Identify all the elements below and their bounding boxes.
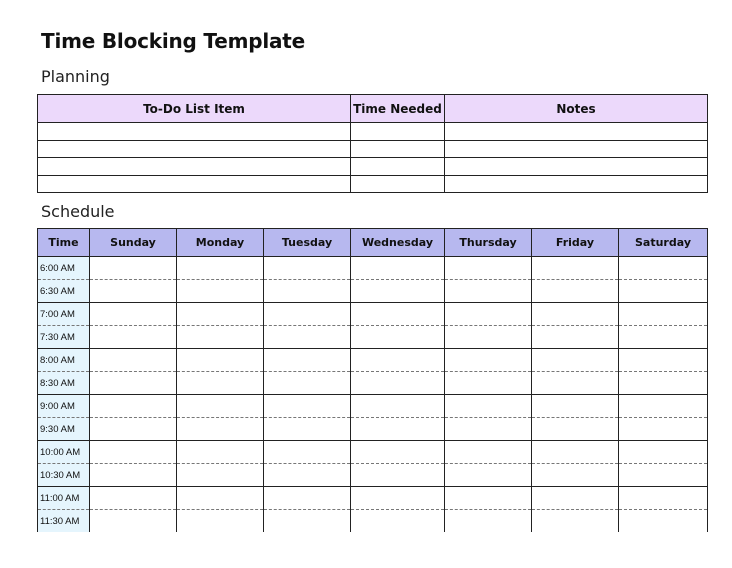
header-sunday: Sunday — [90, 229, 177, 257]
time-needed-cell[interactable] — [351, 140, 445, 158]
monday-slot-cell[interactable] — [177, 441, 264, 464]
wednesday-slot-cell[interactable] — [351, 464, 445, 487]
thursday-slot-cell[interactable] — [445, 257, 532, 280]
time-slot-label: 6:00 AM — [38, 257, 90, 280]
friday-slot-cell[interactable] — [532, 395, 619, 418]
saturday-slot-cell[interactable] — [619, 441, 708, 464]
thursday-slot-cell[interactable] — [445, 326, 532, 349]
header-time: Time — [38, 229, 90, 257]
header-wednesday: Wednesday — [351, 229, 445, 257]
planning-table — [37, 94, 708, 193]
schedule-row — [38, 280, 708, 303]
planning-header-row — [38, 95, 708, 123]
friday-slot-cell[interactable] — [532, 418, 619, 441]
todo-item-cell[interactable] — [38, 140, 351, 158]
wednesday-slot-cell[interactable] — [351, 418, 445, 441]
time-slot-label: 9:00 AM — [38, 395, 90, 418]
sunday-slot-cell[interactable] — [90, 395, 177, 418]
friday-slot-cell[interactable] — [532, 326, 619, 349]
header-time-needed: Time Needed — [351, 95, 445, 123]
monday-slot-cell[interactable] — [177, 349, 264, 372]
friday-slot-cell[interactable] — [532, 441, 619, 464]
monday-slot-cell[interactable] — [177, 464, 264, 487]
sunday-slot-cell[interactable] — [90, 257, 177, 280]
time-needed-cell[interactable] — [351, 158, 445, 176]
wednesday-slot-cell[interactable] — [351, 487, 445, 510]
wednesday-slot-cell[interactable] — [351, 510, 445, 533]
notes-cell[interactable] — [445, 158, 708, 176]
friday-slot-cell[interactable] — [532, 349, 619, 372]
sunday-slot-cell[interactable] — [90, 487, 177, 510]
monday-slot-cell[interactable] — [177, 257, 264, 280]
friday-slot-cell[interactable] — [532, 464, 619, 487]
tuesday-slot-cell[interactable] — [264, 441, 351, 464]
saturday-slot-cell[interactable] — [619, 326, 708, 349]
schedule-header-row — [38, 229, 708, 257]
schedule-table — [37, 228, 708, 532]
time-needed-cell[interactable] — [351, 175, 445, 193]
monday-slot-cell[interactable] — [177, 280, 264, 303]
thursday-slot-cell[interactable] — [445, 349, 532, 372]
tuesday-slot-cell[interactable] — [264, 326, 351, 349]
monday-slot-cell[interactable] — [177, 487, 264, 510]
sunday-slot-cell[interactable] — [90, 326, 177, 349]
schedule-row — [38, 487, 708, 510]
sunday-slot-cell[interactable] — [90, 372, 177, 395]
saturday-slot-cell[interactable] — [619, 257, 708, 280]
schedule-row — [38, 441, 708, 464]
saturday-slot-cell[interactable] — [619, 349, 708, 372]
saturday-slot-cell[interactable] — [619, 418, 708, 441]
monday-slot-cell[interactable] — [177, 326, 264, 349]
tuesday-slot-cell[interactable] — [264, 372, 351, 395]
wednesday-slot-cell[interactable] — [351, 280, 445, 303]
tuesday-slot-cell[interactable] — [264, 257, 351, 280]
time-slot-label: 10:30 AM — [38, 464, 90, 487]
tuesday-slot-cell[interactable] — [264, 418, 351, 441]
sunday-slot-cell[interactable] — [90, 464, 177, 487]
thursday-slot-cell[interactable] — [445, 395, 532, 418]
planning-row — [38, 175, 708, 193]
sunday-slot-cell[interactable] — [90, 441, 177, 464]
monday-slot-cell[interactable] — [177, 418, 264, 441]
thursday-slot-cell[interactable] — [445, 510, 532, 533]
time-slot-label: 7:30 AM — [38, 326, 90, 349]
saturday-slot-cell[interactable] — [619, 303, 708, 326]
header-tuesday: Tuesday — [264, 229, 351, 257]
time-slot-label: 11:30 AM — [38, 510, 90, 533]
wednesday-slot-cell[interactable] — [351, 372, 445, 395]
schedule-row — [38, 303, 708, 326]
time-slot-label: 7:00 AM — [38, 303, 90, 326]
notes-cell[interactable] — [445, 123, 708, 141]
thursday-slot-cell[interactable] — [445, 418, 532, 441]
tuesday-slot-cell[interactable] — [264, 303, 351, 326]
notes-cell[interactable] — [445, 140, 708, 158]
saturday-slot-cell[interactable] — [619, 395, 708, 418]
sunday-slot-cell[interactable] — [90, 303, 177, 326]
page-title: Time Blocking Template — [41, 29, 306, 53]
time-slot-label: 9:30 AM — [38, 418, 90, 441]
todo-item-cell[interactable] — [38, 123, 351, 141]
thursday-slot-cell[interactable] — [445, 280, 532, 303]
schedule-row — [38, 326, 708, 349]
monday-slot-cell[interactable] — [177, 303, 264, 326]
tuesday-slot-cell[interactable] — [264, 349, 351, 372]
wednesday-slot-cell[interactable] — [351, 303, 445, 326]
header-notes: Notes — [445, 95, 708, 123]
schedule-section-label: Schedule — [41, 202, 115, 221]
todo-item-cell[interactable] — [38, 158, 351, 176]
schedule-row — [38, 257, 708, 280]
saturday-slot-cell[interactable] — [619, 280, 708, 303]
wednesday-slot-cell[interactable] — [351, 395, 445, 418]
header-saturday: Saturday — [619, 229, 708, 257]
schedule-row — [38, 395, 708, 418]
saturday-slot-cell[interactable] — [619, 487, 708, 510]
schedule-row — [38, 510, 708, 533]
monday-slot-cell[interactable] — [177, 395, 264, 418]
planning-row — [38, 123, 708, 141]
thursday-slot-cell[interactable] — [445, 464, 532, 487]
saturday-slot-cell[interactable] — [619, 464, 708, 487]
sunday-slot-cell[interactable] — [90, 418, 177, 441]
planning-row — [38, 140, 708, 158]
thursday-slot-cell[interactable] — [445, 441, 532, 464]
monday-slot-cell[interactable] — [177, 510, 264, 533]
thursday-slot-cell[interactable] — [445, 487, 532, 510]
header-friday: Friday — [532, 229, 619, 257]
todo-item-cell[interactable] — [38, 175, 351, 193]
time-needed-cell[interactable] — [351, 123, 445, 141]
schedule-row — [38, 464, 708, 487]
thursday-slot-cell[interactable] — [445, 303, 532, 326]
tuesday-slot-cell[interactable] — [264, 280, 351, 303]
time-slot-label: 8:30 AM — [38, 372, 90, 395]
schedule-row — [38, 372, 708, 395]
friday-slot-cell[interactable] — [532, 280, 619, 303]
header-monday: Monday — [177, 229, 264, 257]
planning-section-label: Planning — [41, 67, 110, 86]
wednesday-slot-cell[interactable] — [351, 441, 445, 464]
time-slot-label: 8:00 AM — [38, 349, 90, 372]
friday-slot-cell[interactable] — [532, 487, 619, 510]
header-todo-item: To-Do List Item — [38, 95, 351, 123]
wednesday-slot-cell[interactable] — [351, 257, 445, 280]
friday-slot-cell[interactable] — [532, 372, 619, 395]
saturday-slot-cell[interactable] — [619, 372, 708, 395]
tuesday-slot-cell[interactable] — [264, 395, 351, 418]
tuesday-slot-cell[interactable] — [264, 487, 351, 510]
time-slot-label: 10:00 AM — [38, 441, 90, 464]
friday-slot-cell[interactable] — [532, 257, 619, 280]
wednesday-slot-cell[interactable] — [351, 326, 445, 349]
time-slot-label: 11:00 AM — [38, 487, 90, 510]
friday-slot-cell[interactable] — [532, 510, 619, 533]
schedule-row — [38, 349, 708, 372]
tuesday-slot-cell[interactable] — [264, 464, 351, 487]
thursday-slot-cell[interactable] — [445, 372, 532, 395]
wednesday-slot-cell[interactable] — [351, 349, 445, 372]
monday-slot-cell[interactable] — [177, 372, 264, 395]
friday-slot-cell[interactable] — [532, 303, 619, 326]
tuesday-slot-cell[interactable] — [264, 510, 351, 533]
notes-cell[interactable] — [445, 175, 708, 193]
sunday-slot-cell[interactable] — [90, 510, 177, 533]
time-slot-label: 6:30 AM — [38, 280, 90, 303]
sunday-slot-cell[interactable] — [90, 280, 177, 303]
sunday-slot-cell[interactable] — [90, 349, 177, 372]
schedule-row — [38, 418, 708, 441]
saturday-slot-cell[interactable] — [619, 510, 708, 533]
planning-row — [38, 158, 708, 176]
header-thursday: Thursday — [445, 229, 532, 257]
